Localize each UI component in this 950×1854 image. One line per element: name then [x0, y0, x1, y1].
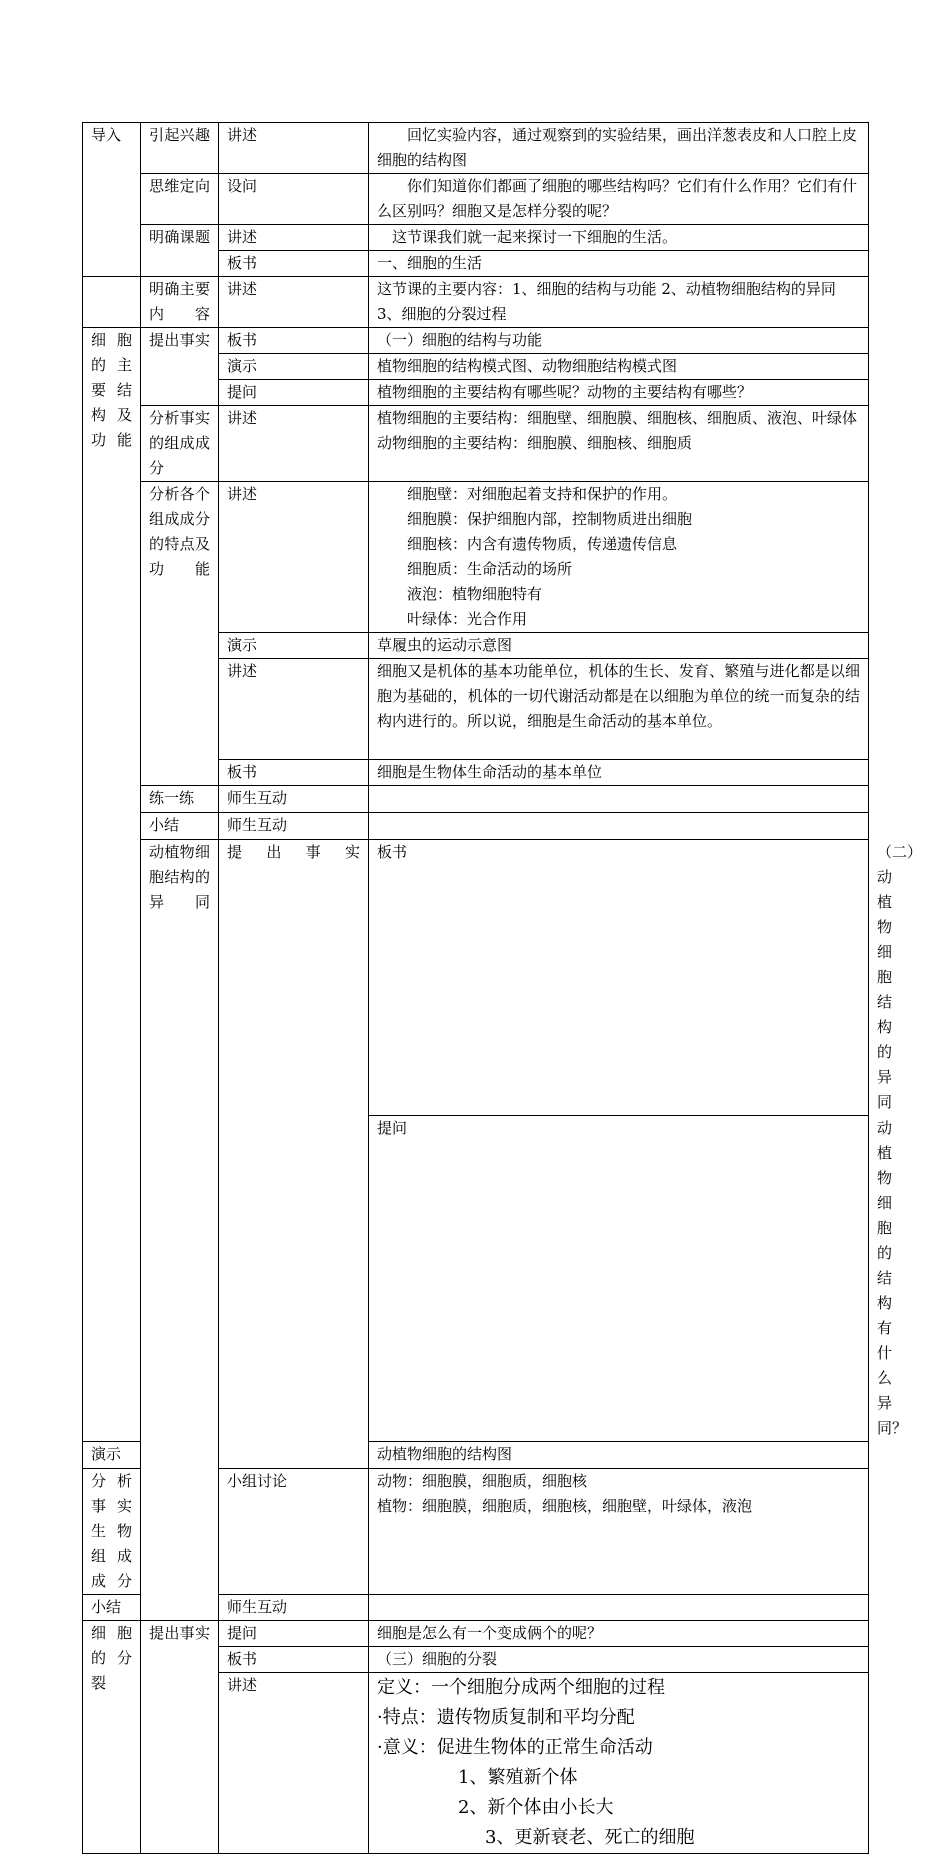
list-item: 细胞壁：对细胞起着支持和保护的作用。	[407, 485, 678, 503]
stage-cell	[83, 277, 141, 328]
content-cell: （一）细胞的结构与功能	[369, 328, 869, 354]
content-cell: 细胞又是机体的基本功能单位，机体的生长、发育、繁殖与进化都是以细胞为基础的，机体的一切代谢活动都是在以细胞为单位的统一而复杂的结构内进行的。所以说，细胞是生命活动的基本单位。	[369, 659, 869, 760]
content-cell: 细胞是生物体生命活动的基本单位	[369, 760, 869, 786]
method-cell: 讲述	[219, 482, 369, 633]
content-cell	[369, 786, 869, 813]
content-text: 回忆实验内容，通过观察到的实验结果，画出洋葱表皮和人口腔上皮细胞的结构图	[377, 126, 858, 169]
step-cell: 明确课题	[141, 225, 219, 277]
step-cell: 练一练	[141, 786, 219, 813]
method-cell: 讲述	[219, 1673, 369, 1854]
list-item: 细胞质：生命活动的场所	[407, 560, 573, 578]
step-cell: 小结	[141, 813, 219, 840]
table-row: 提问 动植物细胞的结构有什么异同？	[83, 1116, 869, 1442]
method-cell: 提问	[219, 1621, 369, 1647]
table-row	[83, 813, 869, 840]
content-cell	[369, 482, 869, 633]
step-cell: 分析事实的组成成分	[141, 406, 219, 482]
content-cell: 一、细胞的生活	[369, 251, 869, 277]
list-item: 3、更新衰老、死亡的细胞	[485, 1827, 695, 1848]
method-cell: 演示	[219, 354, 369, 380]
content-cell	[369, 123, 869, 174]
content-cell: 细胞是怎么有一个变成俩个的呢？	[369, 1621, 869, 1647]
content-text: ·意义：促进生物体的正常生命活动	[377, 1737, 653, 1758]
table-row	[83, 786, 869, 813]
stage-cell: 细胞的分裂	[83, 1621, 141, 1854]
table-row	[83, 482, 869, 633]
list-item: 细胞核：内含有遗传物质，传递遗传信息	[407, 535, 678, 553]
method-cell: 讲述	[219, 659, 369, 760]
content-text: 定义：一个细胞分成两个细胞的过程	[377, 1677, 665, 1698]
step-cell: 提出事实	[141, 1621, 219, 1854]
stage-cell: 细胞的主要结构及功能	[83, 328, 141, 1442]
content-cell: 草履虫的运动示意图	[369, 633, 869, 659]
list-item: 液泡：植物细胞特有	[407, 585, 543, 603]
list-item: 叶绿体：光合作用	[407, 610, 528, 628]
method-cell: 板书	[369, 840, 869, 1116]
content-cell	[369, 1595, 869, 1621]
content-cell	[369, 174, 869, 225]
method-cell: 师生互动	[219, 786, 369, 813]
method-cell: 设问	[219, 174, 369, 225]
content-text: 动物细胞的主要结构：细胞膜、细胞核、细胞质	[377, 434, 693, 452]
method-cell: 师生互动	[219, 1595, 369, 1621]
stage-cell: 导入	[83, 123, 141, 277]
content-cell: （三）细胞的分裂	[369, 1647, 869, 1673]
method-cell: 演示	[83, 1442, 141, 1469]
method-cell: 板书	[219, 328, 369, 354]
method-cell: 板书	[219, 1647, 369, 1673]
content-cell	[369, 1673, 869, 1854]
content-cell	[369, 225, 869, 251]
method-cell: 板书	[219, 251, 369, 277]
table-row	[83, 225, 869, 251]
method-cell: 讲述	[219, 225, 369, 251]
step-cell: 提出事实	[219, 840, 369, 1469]
content-cell	[369, 813, 869, 840]
method-cell: 讲述	[219, 277, 369, 328]
method-cell: 小组讨论	[219, 1469, 369, 1595]
method-cell: 提问	[219, 380, 369, 406]
content-cell: 植物细胞的主要结构有哪些呢？动物的主要结构有哪些？	[369, 380, 869, 406]
stage-cell: 动植物细胞结构的异同	[141, 840, 219, 1621]
step-cell: 分析事实生物组成成分	[83, 1469, 141, 1595]
step-cell: 分析各个组成成分的特点及功能	[141, 482, 219, 786]
step-cell: 思维定向	[141, 174, 219, 225]
step-cell: 引起兴趣	[141, 123, 219, 174]
step-cell: 明确主要内容	[141, 277, 219, 328]
lesson-plan-table	[82, 122, 923, 1854]
content-cell: 动植物细胞的结构图	[369, 1442, 869, 1469]
content-text: ·特点：遗传物质复制和平均分配	[377, 1707, 635, 1728]
method-cell: 讲述	[219, 406, 369, 482]
content-cell: 植物细胞的结构模式图、动物细胞结构模式图	[369, 354, 869, 380]
content-text: 植物：细胞膜，细胞质，细胞核，细胞壁，叶绿体，液泡	[377, 1497, 753, 1515]
content-cell	[369, 1469, 869, 1595]
table-row	[83, 174, 869, 225]
method-cell: 板书	[219, 760, 369, 786]
step-cell: 小结	[83, 1595, 141, 1621]
method-cell: 讲述	[219, 123, 369, 174]
table-row	[83, 1621, 869, 1647]
table-row	[83, 277, 869, 328]
table-row	[83, 328, 869, 354]
content-cell: 这节课的主要内容：1、细胞的结构与功能 2、动植物细胞结构的异同 3、细胞的分裂过程	[369, 277, 869, 328]
step-cell: 提出事实	[141, 328, 219, 406]
table-row	[83, 123, 869, 174]
list-item: 1、繁殖新个体	[458, 1767, 578, 1788]
content-text: 植物细胞的主要结构：细胞壁、细胞膜、细胞核、细胞质、液泡、叶绿体	[377, 409, 858, 427]
method-cell: 师生互动	[219, 813, 369, 840]
content-text: 你们知道你们都画了细胞的哪些结构吗？它们有什么作用？它们有什么区别吗？细胞又是怎样分裂的呢？	[377, 177, 858, 220]
list-item: 细胞膜：保护细胞内部，控制物质进出细胞	[407, 510, 693, 528]
content-cell	[369, 406, 869, 482]
table-row: 动植物细胞结构的异同 提出事实 板书 （二）动植物细胞结构的异同	[83, 840, 869, 1116]
content-text: 这节课我们就一起来探讨一下细胞的生活。	[392, 228, 678, 246]
table-row	[83, 406, 869, 482]
content-text: 动物：细胞膜，细胞质，细胞核	[377, 1472, 588, 1490]
method-cell: 提问	[369, 1116, 869, 1442]
list-item: 2、新个体由小长大	[458, 1797, 614, 1818]
method-cell: 演示	[219, 633, 369, 659]
